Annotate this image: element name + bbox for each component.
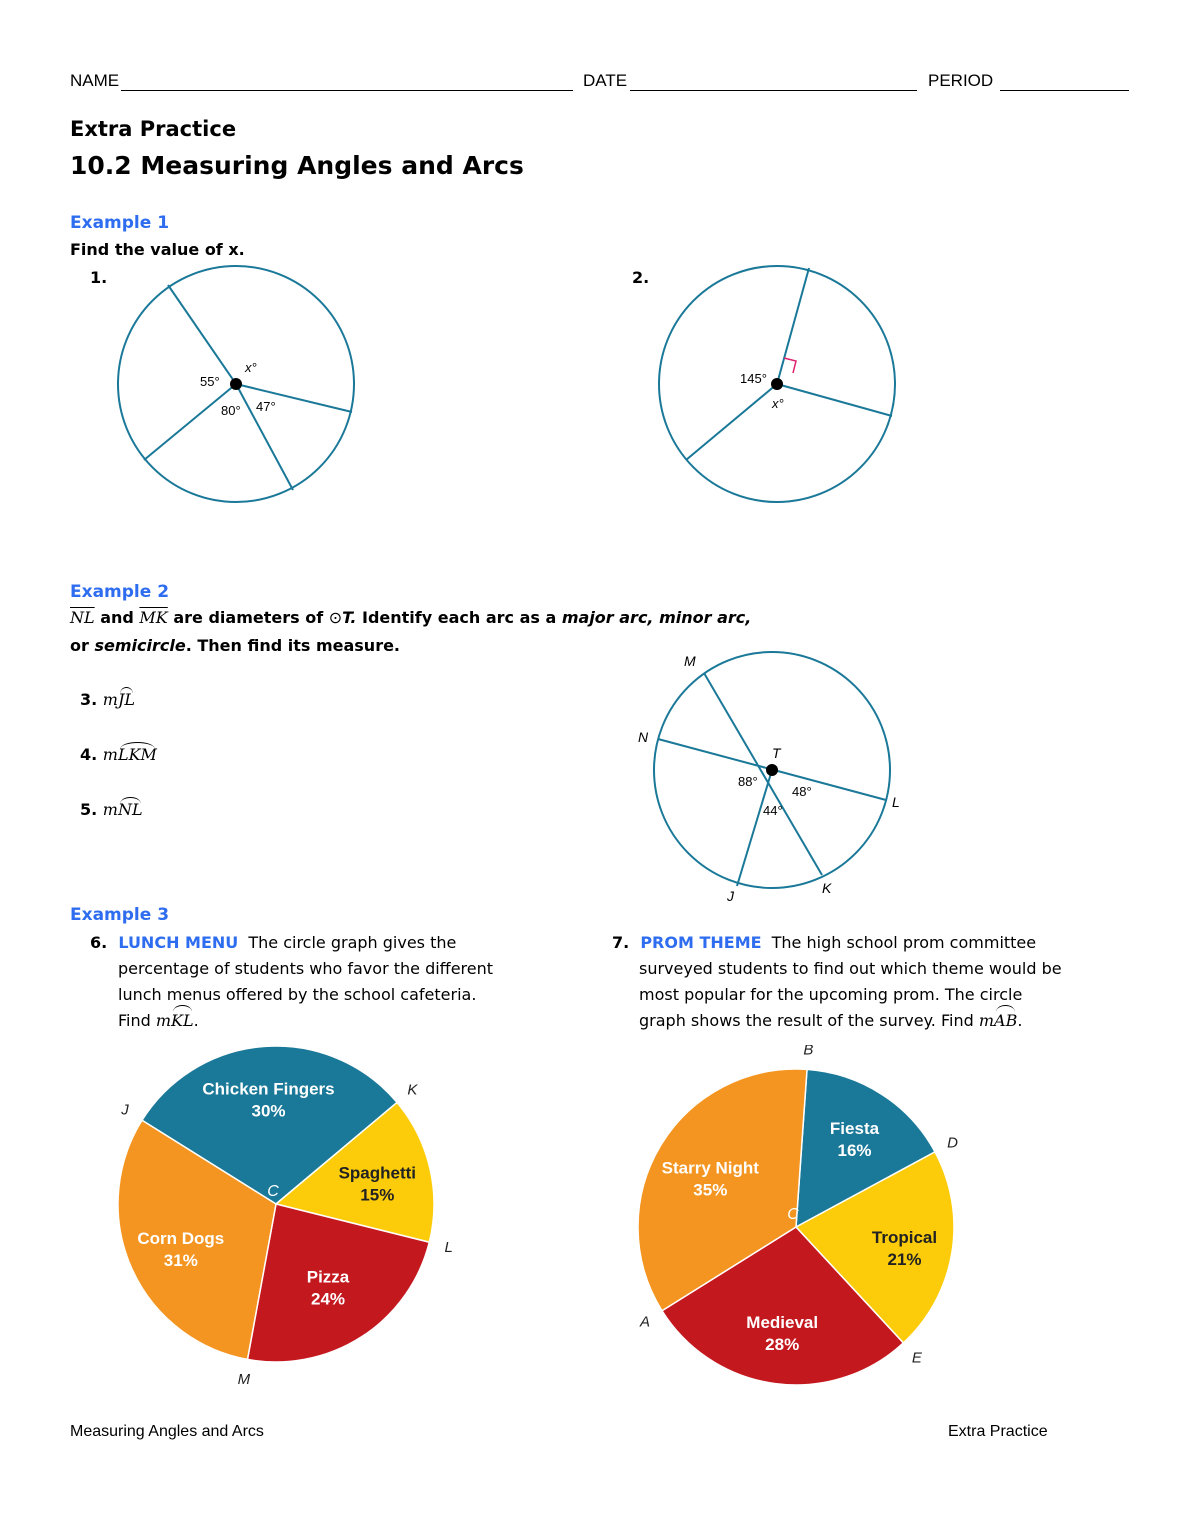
angle-label: 55° — [200, 374, 220, 389]
angle-label: 44° — [763, 803, 783, 818]
point-label: N — [638, 729, 649, 745]
instruction-text: are diameters of — [173, 608, 324, 627]
circle-name: T. — [342, 608, 357, 627]
slice-label: Tropical — [871, 1228, 938, 1247]
example3-heading: Example 3 — [70, 905, 170, 925]
problem1-number: 1. — [90, 268, 108, 287]
instruction-text: . Then find its measure. — [185, 636, 401, 655]
right-angle-marker — [784, 358, 796, 373]
slice-value-label: 30% — [251, 1101, 286, 1121]
example1-heading: Example 1 — [70, 213, 170, 233]
example2-circle-diagram — [630, 648, 920, 908]
period-field[interactable] — [1000, 90, 1129, 91]
problem2-circle-diagram — [640, 265, 910, 515]
lunch-menu-pie-chart — [100, 1030, 460, 1390]
problem-number: 5. — [80, 800, 98, 819]
or-word: or — [70, 636, 89, 655]
arc-name: JL — [117, 690, 136, 709]
footer-right: Extra Practice — [948, 1423, 1048, 1440]
slice-label: Medieval — [746, 1313, 819, 1333]
measure-symbol: m — [102, 690, 118, 709]
slice-label: Spaghetti — [338, 1163, 417, 1183]
diameter-mk — [704, 673, 822, 875]
slice-value-label: 31% — [163, 1251, 198, 1270]
problem6 — [90, 930, 550, 1034]
footer-left: Measuring Angles and Arcs — [70, 1423, 264, 1440]
and-word: and — [100, 608, 134, 627]
example2-instruction-line1 — [70, 608, 751, 627]
boundary-point-label: K — [407, 1081, 418, 1099]
problem5 — [80, 800, 143, 819]
center-point — [230, 378, 242, 390]
boundary-point-label: L — [444, 1239, 453, 1257]
angle-label: 145° — [740, 371, 767, 386]
angle-label: 88° — [738, 774, 758, 789]
problem-text-line: lunch menus offered by the school cafeteria. — [118, 985, 477, 1004]
problem-text-line: percentage of students who favor the different — [118, 959, 494, 978]
problem-text-line: graph shows the result of the survey. Find — [639, 1011, 974, 1030]
arc-name: NL — [117, 800, 143, 819]
measure-symbol: m — [978, 1011, 995, 1030]
problem-text-line: surveyed students to find out which theme would be — [639, 959, 1062, 978]
example1-instruction: Find the value of x. — [70, 240, 245, 259]
angle-label: x° — [772, 396, 784, 411]
major-arc-term: major arc, — [561, 608, 654, 627]
instruction-text: Identify each arc as a — [362, 608, 557, 627]
angle-label: 47° — [256, 399, 276, 414]
center-point — [766, 764, 778, 776]
prom-theme-pie-chart — [620, 1045, 980, 1405]
center-label: C — [787, 1206, 799, 1223]
radius — [236, 384, 352, 412]
slice-value-label: 15% — [360, 1185, 395, 1205]
slice-value-label: 28% — [765, 1335, 800, 1355]
point-label: T — [772, 745, 781, 761]
problem-text-line: most popular for the upcoming prom. The circle — [639, 985, 1023, 1004]
problem1-circle-diagram — [100, 265, 370, 515]
problem2-number: 2. — [632, 268, 650, 287]
measure-symbol: m — [155, 1011, 172, 1030]
slice-value-label: 24% — [310, 1289, 346, 1309]
point-label: L — [892, 794, 900, 810]
slice-label: Fiesta — [829, 1119, 880, 1139]
boundary-point-label: J — [121, 1101, 129, 1119]
problem3 — [80, 690, 135, 709]
angle-label: 80° — [221, 403, 241, 418]
radius — [168, 285, 236, 384]
problem4 — [80, 745, 157, 764]
center-point — [771, 378, 783, 390]
point-label: J — [727, 888, 734, 904]
point-label: M — [684, 653, 696, 669]
problem-number: 3. — [80, 690, 98, 709]
boundary-point-label: D — [947, 1134, 959, 1152]
period-mark: . — [1017, 1011, 1023, 1030]
problem-text-line: The circle graph gives the — [248, 933, 457, 952]
slice-label: Pizza — [306, 1267, 350, 1287]
period-label: PERIOD — [928, 71, 994, 90]
name-field[interactable] — [121, 90, 573, 91]
subtitle: Extra Practice — [70, 117, 237, 141]
point-label: K — [822, 880, 832, 896]
period-mark: . — [193, 1011, 199, 1030]
name-label: NAME — [70, 71, 120, 90]
problem-topic: PROM THEME — [640, 933, 762, 952]
semicircle-term: semicircle — [94, 636, 186, 655]
radius — [144, 384, 236, 460]
slice-value-label: 35% — [693, 1180, 728, 1200]
radius — [686, 384, 777, 460]
minor-arc-term: minor arc, — [659, 608, 752, 627]
problem-text-line: The high school prom committee — [771, 933, 1037, 952]
date-label: DATE — [583, 71, 628, 90]
radius — [777, 384, 892, 416]
boundary-point-label: M — [237, 1371, 251, 1389]
measure-symbol: m — [102, 745, 118, 764]
measure-symbol: m — [102, 800, 118, 819]
center-label: C — [267, 1183, 279, 1200]
boundary-point-label: A — [639, 1313, 651, 1331]
example2-heading: Example 2 — [70, 582, 170, 602]
slice-value-label: 16% — [837, 1141, 872, 1161]
circle-symbol: ⊙ — [328, 608, 343, 627]
radius — [777, 268, 809, 384]
angle-label: 48° — [792, 784, 812, 799]
boundary-point-label: E — [911, 1349, 922, 1367]
problem-number: 4. — [80, 745, 98, 764]
date-field[interactable] — [630, 90, 917, 91]
arc-name: AB — [994, 1008, 1017, 1034]
segment-nl: $\overline{NL}$ — [70, 608, 95, 627]
problem-number: 7. — [612, 933, 630, 952]
slice-label: Chicken Fingers — [202, 1079, 335, 1099]
example2-instruction-line2 — [70, 636, 400, 655]
problem-topic: LUNCH MENU — [118, 933, 239, 952]
page-title: 10.2 Measuring Angles and Arcs — [70, 151, 524, 180]
problem7 — [612, 930, 1132, 1034]
arc-name: KL — [171, 1008, 194, 1034]
boundary-point-label: B — [803, 1045, 814, 1059]
problem-number: 6. — [90, 933, 108, 952]
find-word: Find — [118, 1011, 151, 1030]
slice-value-label: 21% — [887, 1250, 922, 1269]
arc-name: LKM — [117, 745, 157, 764]
angle-label: x° — [245, 360, 257, 375]
slice-label: Corn Dogs — [137, 1229, 225, 1248]
segment-mk: $\overline{MK}$ — [139, 608, 168, 627]
slice-label: Starry Night — [661, 1158, 759, 1178]
